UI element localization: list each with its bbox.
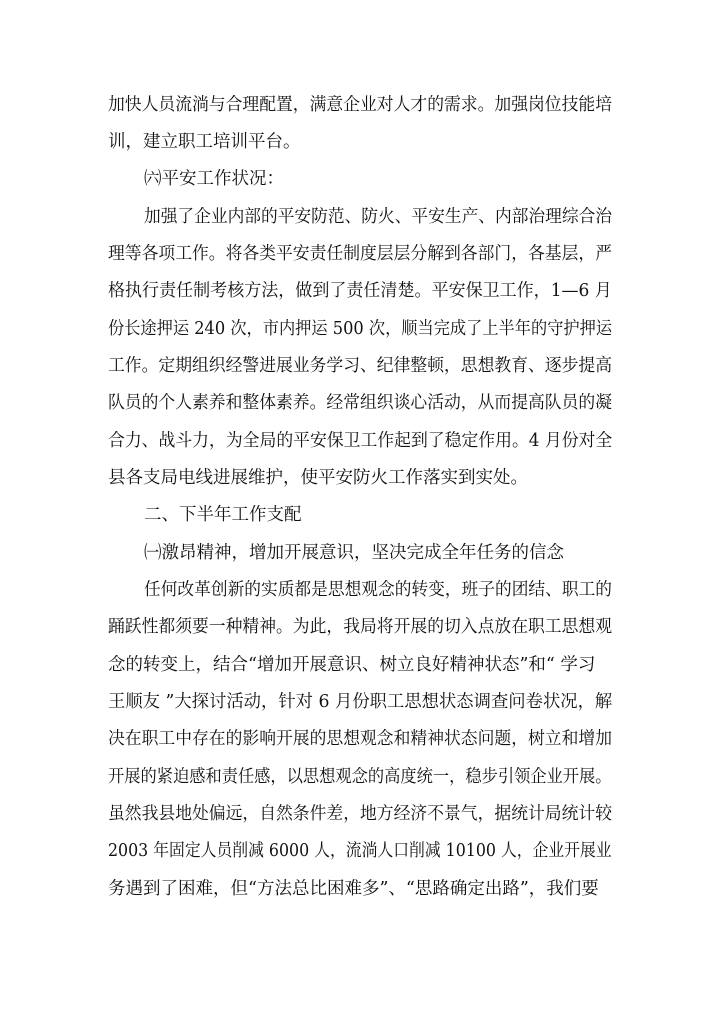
subsection-heading: ㈠激昂精神，增加开展意识，坚决完成全年任务的信念: [144, 543, 564, 563]
section-heading: ㈥平安工作状况：: [144, 169, 284, 189]
paragraph-line: 虽然我县地处偏远，自然条件差，地方经济不景气，据统计局统计较: [108, 804, 612, 824]
section-heading: 二、下半年工作支配: [144, 505, 302, 525]
paragraph-line: 队员的个人素养和整体素养。经常组织谈心活动，从而提高队员的凝: [108, 393, 612, 413]
paragraph-line: 踊跃性都须要一种精神。为此，我局将开展的切入点放在职工思想观: [108, 617, 612, 637]
paragraph-line: 王顺友 ”大探讨活动，针对 6 月份职工思想状态调查问卷状况，解: [108, 692, 613, 712]
paragraph-line: 份长途押运 240 次，市内押运 500 次，顺当完成了上半年的守护押运: [108, 319, 613, 339]
paragraph-line: 任何改革创新的实质都是思想观念的转变，班子的团结、职工的: [144, 580, 612, 600]
paragraph-line: 加强了企业内部的平安防范、防火、平安生产、内部治理综合治: [144, 207, 612, 227]
paragraph-line: 加快人员流淌与合理配置，满意企业对人才的需求。加强岗位技能培: [108, 95, 612, 115]
paragraph-line: 2003 年固定人员削减 6000 人，流淌人口削减 10100 人，企业开展业: [108, 841, 612, 861]
paragraph-line: 工作。定期组织经警进展业务学习、纪律整顿，思想教育、逐步提高: [108, 356, 612, 376]
paragraph-line: 开展的紧迫感和责任感，以思想观念的高度统一，稳步引领企业开展。: [108, 767, 612, 787]
paragraph-line: 理等各项工作。将各类平安责任制度层层分解到各部门，各基层，严: [108, 244, 612, 264]
paragraph-line: 决在职工中存在的影响开展的思想观念和精神状态问题，树立和增加: [108, 729, 612, 749]
paragraph-line: 念的转变上，结合“增加开展意识、树立良好精神状态”和“ 学习: [108, 655, 596, 675]
paragraph-line: 合力、战斗力，为全局的平安保卫工作起到了稳定作用。4 月份对全: [108, 431, 613, 451]
paragraph-line: 格执行责任制考核方法，做到了责任清楚。平安保卫工作，1—6 月: [108, 281, 612, 301]
paragraph-line: 县各支局电线进展维护，使平安防火工作落实到实处。: [108, 468, 528, 488]
paragraph-line: 训，建立职工培训平台。: [108, 132, 301, 152]
paragraph-line: 务遇到了困难，但“方法总比困难多”、“思路确定出路”，我们要: [108, 879, 599, 899]
